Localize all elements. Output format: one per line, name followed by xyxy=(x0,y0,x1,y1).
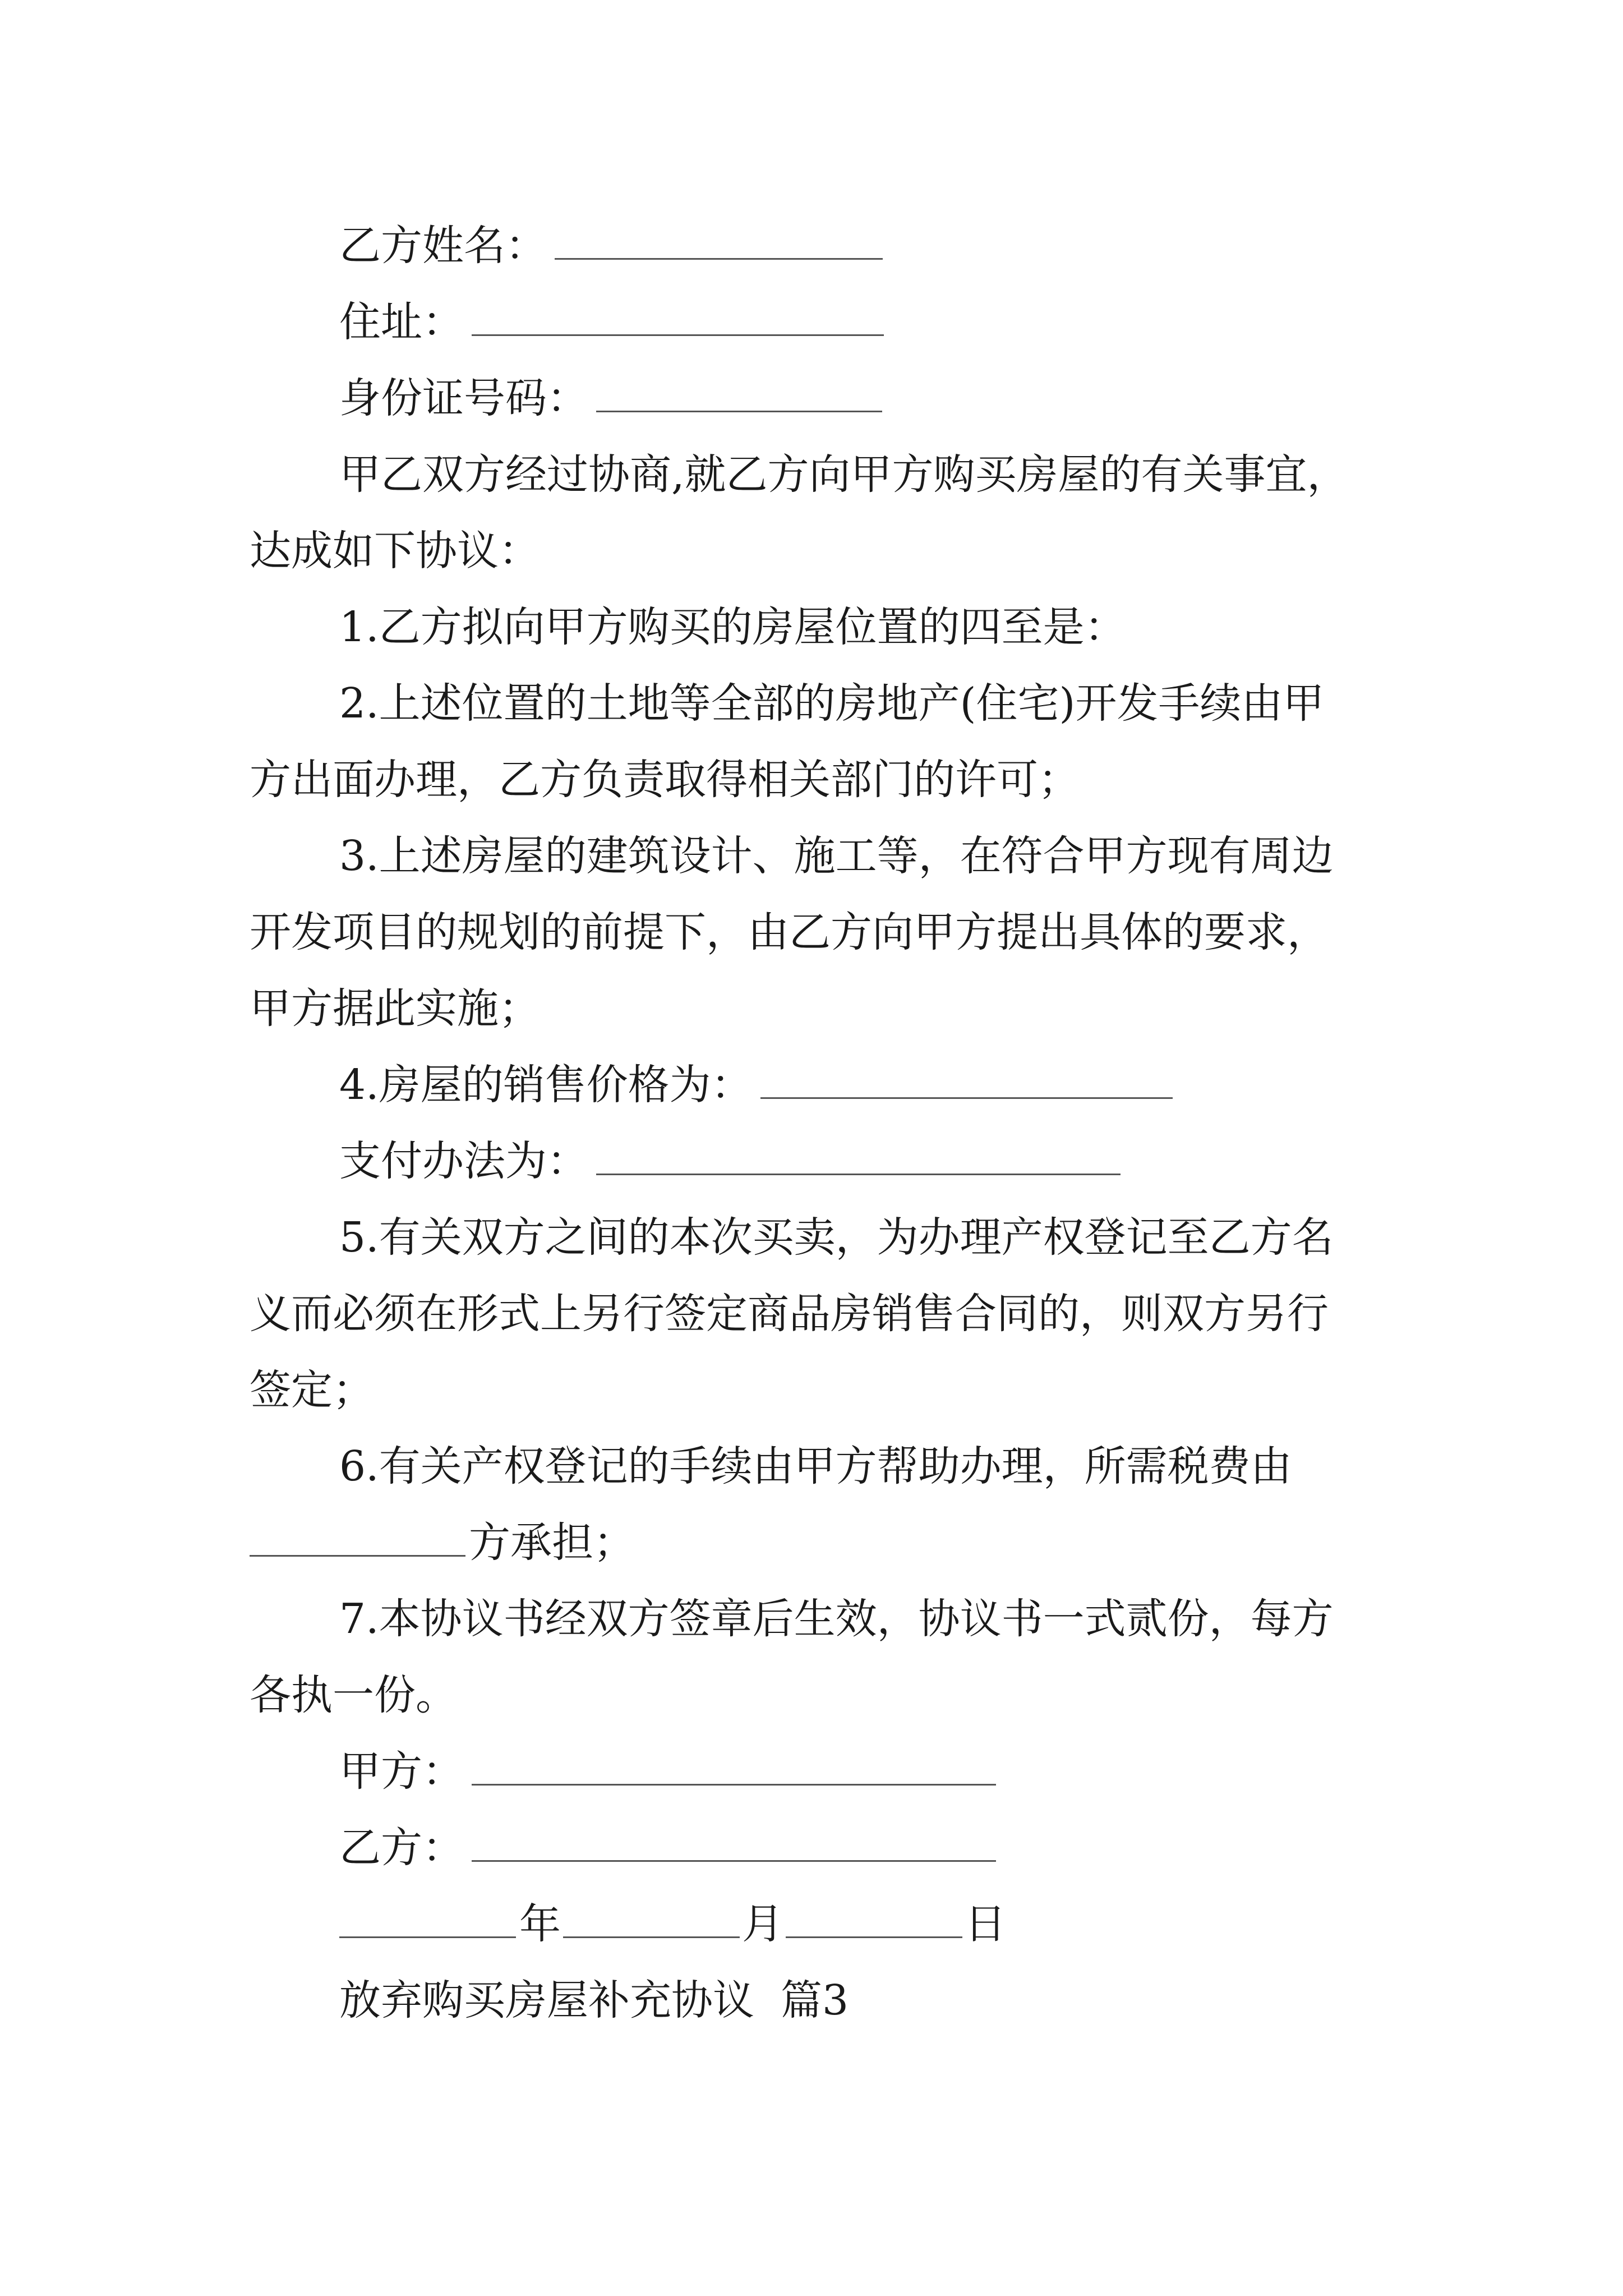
tax-bearer-label: 方承担； xyxy=(469,1519,635,1567)
clause-7-line-2: 各执一份。 xyxy=(250,1671,457,1719)
month-blank xyxy=(563,1893,740,1938)
party-b-name-row xyxy=(339,208,883,284)
price-blank xyxy=(760,1053,1173,1099)
payment-blank xyxy=(596,1130,1121,1175)
id-number-row xyxy=(339,360,882,436)
intro-line-2: 达成如下协议： xyxy=(250,527,540,575)
party-a-signature-row xyxy=(339,1733,996,1810)
party-b-label: 乙方： xyxy=(339,1824,464,1872)
clause-5-line-1: 5.有关双方之间的本次买卖，为办理产权登记至乙方名 xyxy=(339,1213,1334,1262)
clause-6-line-2 xyxy=(250,1504,635,1581)
price-label: 4.房屋的销售价格为： xyxy=(339,1061,753,1109)
party-a-signature-blank xyxy=(472,1740,996,1786)
year-blank xyxy=(339,1893,516,1938)
clause-5-line-3: 签定； xyxy=(250,1366,374,1414)
party-b-signature-row xyxy=(339,1810,996,1886)
clause-1: 1.乙方拟向甲方购买的房屋位置的四至是： xyxy=(339,603,1126,651)
address-label: 住址： xyxy=(339,298,464,346)
id-number-blank xyxy=(596,367,882,412)
payment-label: 支付办法为： xyxy=(339,1137,588,1185)
clause-2-line-2: 方出面办理，乙方负责取得相关部门的许可； xyxy=(250,756,1080,804)
next-section-heading: 放弃购买房屋补充协议 篇3 xyxy=(339,1976,849,2024)
clause-4-price-row xyxy=(339,1047,1173,1123)
clause-5-line-2: 义而必须在形式上另行签定商品房销售合同的，则双方另行 xyxy=(250,1290,1329,1338)
clause-6-line-1: 6.有关产权登记的手续由甲方帮助办理，所需税费由 xyxy=(339,1442,1292,1490)
clause-3-line-1: 3.上述房屋的建筑设计、施工等，在符合甲方现有周边 xyxy=(339,832,1334,880)
day-label: 日 xyxy=(965,1900,1006,1948)
clause-4-payment-row xyxy=(339,1123,1121,1199)
clause-7-line-1: 7.本协议书经双方签章后生效，协议书一式贰份，每方 xyxy=(339,1595,1334,1643)
day-blank xyxy=(786,1893,962,1938)
address-row xyxy=(339,284,884,360)
year-label: 年 xyxy=(519,1900,561,1948)
clause-2-line-1: 2.上述位置的土地等全部的房地产(住宅)开发手续由甲 xyxy=(339,679,1325,728)
intro-line-1: 甲乙双方经过协商,就乙方向甲方购买房屋的有关事宜， xyxy=(339,450,1349,499)
party-b-name-label: 乙方姓名： xyxy=(339,222,547,270)
id-number-label: 身份证号码： xyxy=(339,374,588,422)
party-b-signature-blank xyxy=(472,1816,996,1862)
party-a-label: 甲方： xyxy=(339,1747,464,1796)
address-blank xyxy=(472,291,884,336)
date-row xyxy=(339,1886,1006,1962)
party-b-name-blank xyxy=(555,214,883,260)
month-label: 月 xyxy=(742,1900,783,1948)
tax-bearer-blank xyxy=(250,1511,465,1557)
clause-3-line-2: 开发项目的规划的前提下，由乙方向甲方提出具体的要求， xyxy=(250,908,1329,956)
clause-3-line-3: 甲方据此实施； xyxy=(250,984,540,1033)
